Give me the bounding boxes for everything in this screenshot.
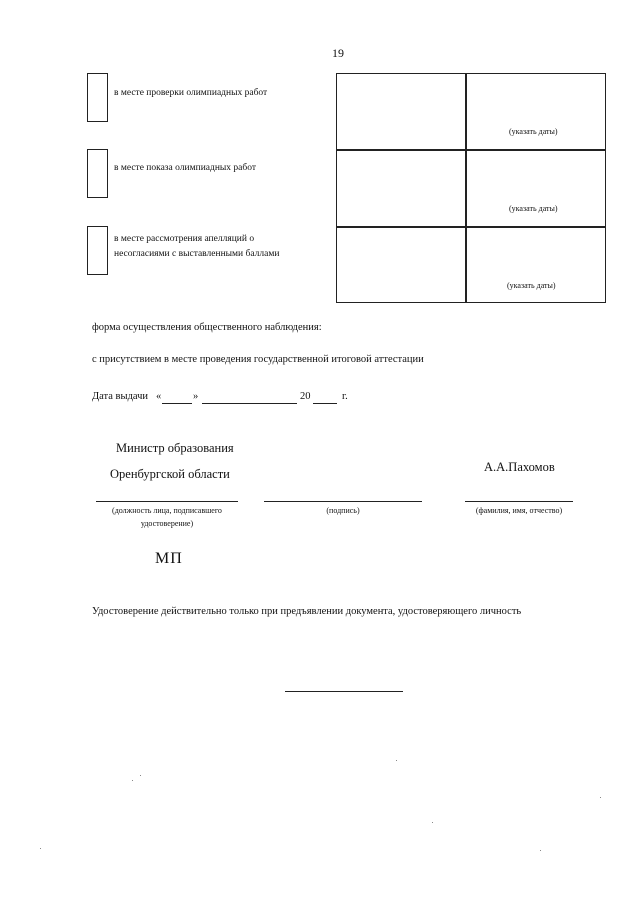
fullname-line <box>465 501 573 502</box>
date-note-pokaz: (указать даты) <box>509 204 558 213</box>
validity-note: Удостоверение действительно только при предъявлении документа, удостоверяющего личность <box>92 606 522 617</box>
date-note-appeal: (указать даты) <box>507 281 556 290</box>
issue-date-label: Дата выдачи <box>92 391 149 402</box>
position-caption-line2: удостоверение) <box>140 519 194 528</box>
table-divider-vertical <box>465 74 467 302</box>
checkbox-pokaz[interactable] <box>87 149 108 198</box>
signature-line <box>264 501 422 502</box>
scan-speck <box>140 775 141 776</box>
position-signature-line <box>96 501 238 502</box>
dates-table <box>336 73 606 303</box>
date-note-proverka: (указать даты) <box>509 127 558 136</box>
position-caption-line1: (должность лица, подписавшего <box>112 506 222 515</box>
table-divider-row1 <box>337 149 605 151</box>
issue-date-quote-open: « <box>156 391 162 402</box>
scan-speck <box>540 850 541 851</box>
checkbox-appeal[interactable] <box>87 226 108 275</box>
checkbox-proverka[interactable] <box>87 73 108 122</box>
closing-separator-line <box>285 691 403 692</box>
scan-speck <box>396 760 397 761</box>
position-caption <box>82 504 252 530</box>
form-heading: форма осуществления общественного наблюдения: <box>92 322 322 333</box>
issue-year-prefix: 20 <box>300 391 311 402</box>
scan-speck <box>600 797 601 798</box>
seal-mark: МП <box>155 550 183 567</box>
issue-month-field[interactable] <box>202 403 297 404</box>
page-number: 19 <box>332 46 344 60</box>
place-label-appeal-line1: в месте рассмотрения апелляций о <box>114 234 255 244</box>
signatory-position-line1: Министр образования <box>116 441 234 455</box>
fullname-caption: (фамилия, имя, отчество) <box>475 506 563 515</box>
issue-year-suffix: г. <box>342 391 348 402</box>
presence-text: с присутствием в месте проведения государственной итоговой аттестации <box>92 354 424 365</box>
place-label-appeal-line2: несогласиями с выставленными баллами <box>114 249 280 259</box>
scan-speck <box>132 780 133 781</box>
issue-year-field[interactable] <box>313 403 337 404</box>
table-divider-row2 <box>337 226 605 228</box>
scan-speck <box>432 822 433 823</box>
issue-date-quote-close: » <box>193 391 199 402</box>
signatory-position-line2: Оренбургской области <box>110 467 230 481</box>
place-label-pokaz: в месте показа олимпиадных работ <box>114 163 256 173</box>
scan-speck <box>40 848 41 849</box>
place-label-proverka: в месте проверки олимпиадных работ <box>114 88 268 98</box>
issue-day-field[interactable] <box>162 403 192 404</box>
signatory-name: А.А.Пахомов <box>484 460 555 474</box>
signature-caption: (подпись) <box>326 506 360 515</box>
